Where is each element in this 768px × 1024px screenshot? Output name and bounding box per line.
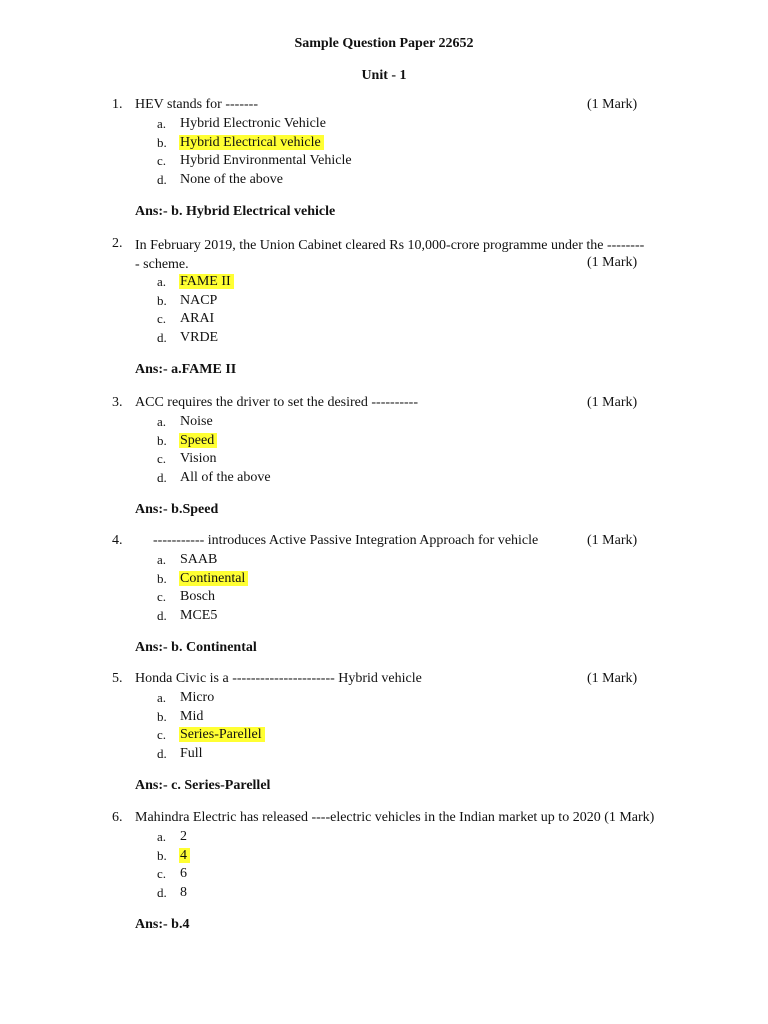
option-text: All of the above [180, 469, 271, 485]
question-mark: (1 Mark) [587, 395, 638, 410]
option-text: 8 [180, 884, 187, 900]
option-letter: c. [157, 451, 167, 466]
option-item [0, 433, 768, 451]
question-number: 6. [112, 810, 123, 825]
option-text-highlighted: Continental [179, 571, 248, 586]
question-number: 3. [112, 395, 123, 410]
option-item [0, 311, 768, 329]
option-letter: d. [157, 171, 167, 187]
option-item [0, 153, 768, 171]
option-letter: b. [157, 292, 167, 308]
option-text: Hybrid Electronic Vehicle [180, 116, 326, 131]
option-item [0, 135, 768, 153]
option-letter: a. [157, 116, 167, 131]
unit-heading: Unit - 1 [361, 68, 407, 83]
answer-line: Ans:- b. Continental [135, 640, 257, 655]
option-text: Full [180, 745, 203, 761]
option-item [0, 690, 768, 708]
option-item [0, 116, 768, 134]
option-letter: a. [157, 552, 167, 567]
option-item [0, 470, 768, 488]
option-item [0, 571, 768, 589]
option-letter: d. [157, 884, 167, 900]
option-item [0, 608, 768, 626]
option-item [0, 866, 768, 884]
option-item [0, 293, 768, 311]
option-text: Noise [180, 414, 213, 429]
option-letter: a. [157, 274, 167, 289]
option-letter: d. [157, 607, 167, 623]
option-text-highlighted: 4 [179, 848, 190, 863]
option-text: 6 [180, 866, 187, 881]
option-letter: a. [157, 690, 167, 705]
option-letter: b. [157, 847, 167, 863]
option-letter: a. [157, 414, 167, 429]
question-number: 5. [112, 671, 123, 686]
option-letter: c. [157, 153, 167, 168]
question-mark: (1 Mark) [587, 97, 638, 112]
question-number: 4. [112, 533, 123, 548]
option-text: Micro [180, 690, 215, 705]
option-letter: b. [157, 708, 167, 724]
option-text: Vision [180, 451, 217, 466]
option-text: NACP [180, 292, 218, 308]
option-text: Mid [180, 708, 204, 724]
option-item [0, 829, 768, 847]
option-letter: d. [157, 329, 167, 345]
option-text: ARAI [180, 311, 215, 326]
option-text: None of the above [180, 171, 284, 187]
question-number: 2. [112, 236, 123, 251]
option-letter: b. [157, 432, 167, 448]
question-mark: (1 Mark) [587, 671, 638, 686]
option-item [0, 727, 768, 745]
option-text-highlighted: Series-Parellel [179, 727, 265, 742]
option-item [0, 589, 768, 607]
option-text: MCE5 [180, 607, 218, 623]
question-text: Honda Civic is a ---------------------- Hybrid vehicle [135, 671, 422, 686]
option-text: SAAB [180, 552, 218, 567]
answer-line: Ans:- b. Hybrid Electrical vehicle [135, 204, 336, 219]
option-letter: c. [157, 866, 167, 881]
option-text-highlighted: Speed [179, 433, 217, 448]
option-letter: c. [157, 311, 167, 326]
question-mark: (1 Mark) [587, 255, 638, 270]
question-mark: (1 Mark) [587, 533, 638, 548]
option-letter: a. [157, 829, 167, 844]
option-letter: b. [157, 134, 167, 150]
answer-line: Ans:- b.4 [135, 917, 190, 932]
option-item [0, 885, 768, 903]
option-item [0, 552, 768, 570]
option-item [0, 848, 768, 866]
option-item [0, 274, 768, 292]
option-text-highlighted: Hybrid Electrical vehicle [179, 135, 324, 150]
option-letter: d. [157, 469, 167, 485]
answer-line: Ans:- a.FAME II [135, 362, 237, 377]
option-letter: b. [157, 570, 167, 586]
option-letter: d. [157, 745, 167, 761]
option-item [0, 414, 768, 432]
option-item [0, 451, 768, 469]
answer-line: Ans:- c. Series-Parellel [135, 778, 271, 793]
option-item [0, 330, 768, 348]
option-item [0, 746, 768, 764]
question-text: ----------- introduces Active Passive Integration Approach for vehicle [153, 533, 539, 548]
option-text: Bosch [180, 589, 215, 604]
option-text: VRDE [180, 329, 219, 345]
question-text: In February 2019, the Union Cabinet cleared Rs 10,000-crore programme under the --------- scheme. [135, 238, 645, 272]
option-letter: c. [157, 727, 167, 742]
question-text: Mahindra Electric has released ----electric vehicles in the Indian market up to 2020 (1 Mark) [135, 810, 655, 825]
option-item [0, 709, 768, 727]
answer-line: Ans:- b.Speed [135, 502, 219, 517]
page-title: Sample Question Paper 22652 [294, 36, 474, 51]
option-text: 2 [180, 829, 187, 844]
option-text: Hybrid Environmental Vehicle [180, 153, 352, 168]
question-number: 1. [112, 97, 123, 112]
question-text: ACC requires the driver to set the desired ---------- [135, 395, 419, 410]
question-text: HEV stands for ------- [135, 97, 258, 112]
option-item [0, 172, 768, 190]
option-letter: c. [157, 589, 167, 604]
option-text-highlighted: FAME II [179, 274, 234, 289]
